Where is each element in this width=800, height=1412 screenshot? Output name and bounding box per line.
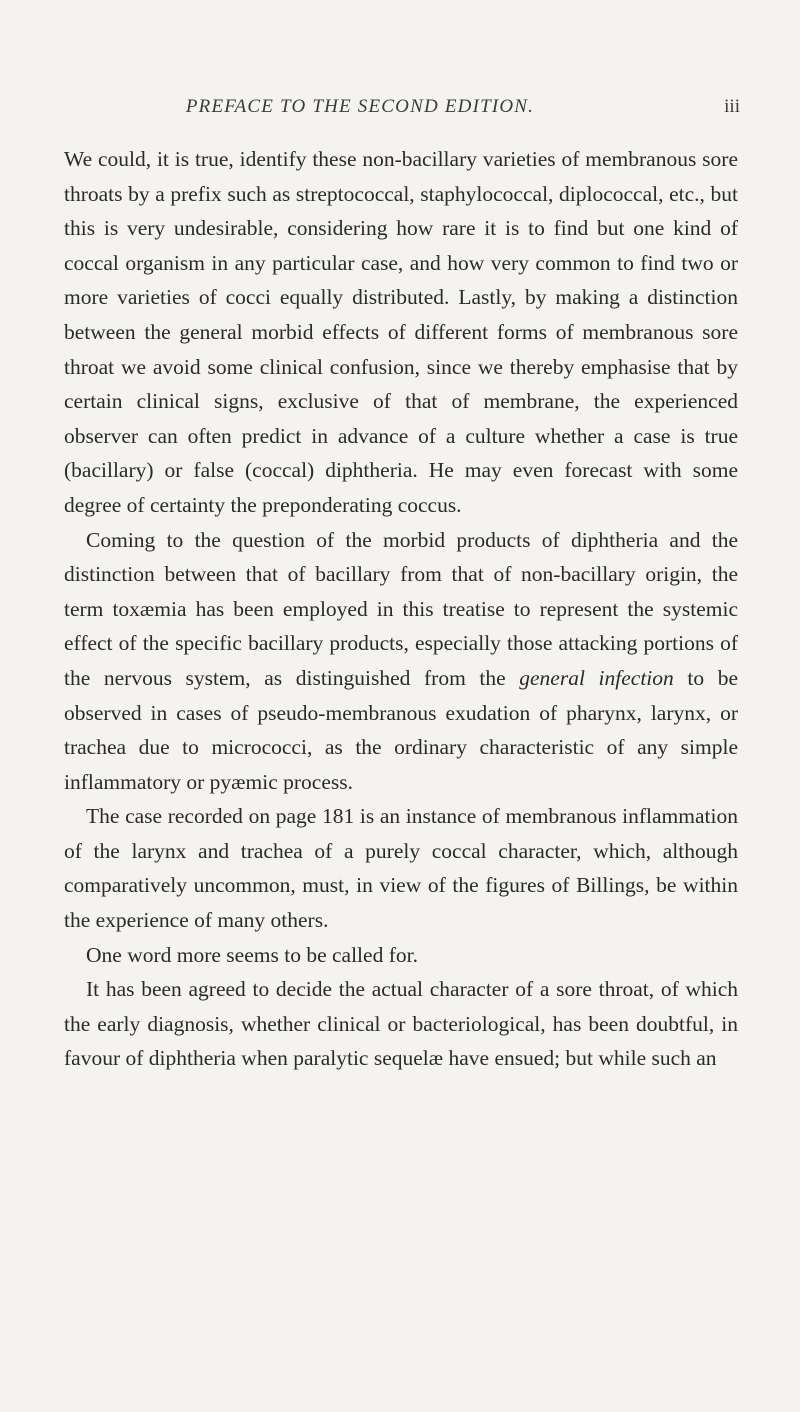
running-title: PREFACE TO THE SECOND EDITION. [185,96,535,117]
paragraph-4-text: One word more seems to be called for. [86,942,418,967]
paragraph-2-text-before: Coming to the question of the morbid products of diphtheria and the distinction between that of bacillary from that of non-bacillary origin, the term toxæmia has been employed in this treatise to represent the systemic effect of the specific bacillary products, especially those attacking portions of the nervous system, as distinguished from the [64,527,738,690]
paragraph-5 [64,972,738,1076]
paragraph-3 [64,799,738,937]
paragraph-1 [64,142,738,523]
paragraph-4 [64,938,738,973]
paragraph-5-text: It has been agreed to decide the actual character of a sore throat, of which the early diagnosis, whether clinical or bacteriological, has been doubtful, in favour of diphtheria when paralytic sequelæ have ensued; but while such an [64,977,738,1071]
paragraph-2-italic-term: general infection [519,665,674,690]
page-number: iii [724,96,740,117]
paragraph-2-text-after: to be observed in cases of pseudo-membranous exudation of pharynx, larynx, or trachea due to micrococci, as the ordinary characteristic of any simple inflammatory or pyæmic process. [64,665,738,794]
body-text [64,142,738,1076]
paragraph-3-text: The case recorded on page 181 is an instance of membranous inflammation of the larynx and trachea of a purely coccal character, which, although comparatively uncommon, must, in view of the figures of Billings, be within the experience of many others. [64,804,738,933]
paragraph-1-text: We could, it is true, identify these non-bacillary varieties of membranous sore throats by a prefix such as streptococcal, staphylococcal, diplococcal, etc., but this is very undesirable, considering how rare it is to find but one kind of coccal organism in any particular case, and how very common to find two or more varieties of cocci equally distributed. Lastly, by making a distinction between the general morbid effects of different forms of membranous sore throat we avoid some clinical confusion, since we thereby emphasise that by certain clinical signs, exclusive of that of membrane, the experienced observer can often predict in advance of a culture whether a case is true (bacillary) or false (coccal) diphtheria. He may even forecast with some degree of certainty the preponderating coccus. [64,147,738,517]
paragraph-2 [64,523,738,800]
running-head [0,96,800,136]
